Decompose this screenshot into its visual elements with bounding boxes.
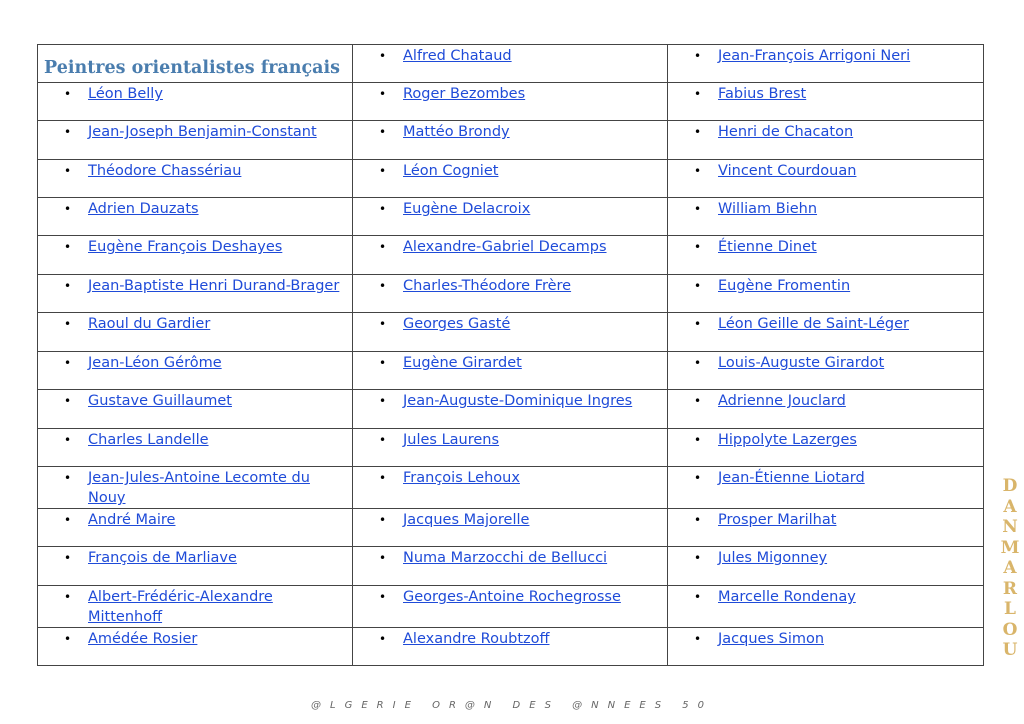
painter-link[interactable]: Numa Marzocchi de Bellucci	[403, 550, 608, 566]
table-cell	[353, 547, 668, 586]
bullet-icon: •	[64, 240, 72, 254]
table-cell	[38, 198, 353, 236]
bullet-icon: •	[379, 433, 387, 447]
painter-link[interactable]: Adrien Dauzats	[88, 201, 199, 217]
bullet-icon: •	[694, 87, 702, 101]
bullet-icon: •	[694, 240, 702, 254]
list-item	[668, 547, 983, 568]
list-item	[38, 275, 352, 296]
list-item	[38, 198, 352, 219]
list-item	[353, 121, 667, 142]
bullet-icon: •	[379, 394, 387, 408]
table-cell	[353, 45, 668, 83]
table-cell	[668, 586, 984, 628]
table-cell	[38, 509, 353, 547]
bullet-icon: •	[379, 240, 387, 254]
painter-link[interactable]: Jacques Majorelle	[403, 512, 530, 528]
painter-link[interactable]: Jules Migonney	[718, 550, 828, 566]
list-item	[668, 83, 983, 104]
table-cell	[38, 121, 353, 160]
painter-link[interactable]: André Maire	[88, 512, 176, 528]
bullet-icon: •	[64, 87, 72, 101]
bullet-icon: •	[694, 551, 702, 565]
table-cell	[38, 547, 353, 586]
painter-link[interactable]: François Lehoux	[403, 470, 520, 486]
bullet-icon: •	[64, 125, 72, 139]
painter-link[interactable]: Raoul du Gardier	[88, 316, 211, 332]
painter-link[interactable]: Louis-Auguste Girardot	[718, 355, 885, 371]
list-item	[668, 275, 983, 296]
table-cell	[668, 275, 984, 313]
list-item	[668, 509, 983, 530]
vertical-signature	[1000, 476, 1020, 661]
bullet-icon: •	[379, 513, 387, 527]
bullet-icon: •	[379, 49, 387, 63]
list-item	[668, 45, 983, 66]
list-item	[668, 429, 983, 450]
table-cell	[353, 352, 668, 390]
bullet-icon: •	[379, 87, 387, 101]
painter-link[interactable]: Hippolyte Lazerges	[718, 432, 857, 448]
table-cell	[38, 429, 353, 467]
table-cell	[668, 83, 984, 121]
table-row	[38, 586, 984, 628]
painter-link[interactable]: Adrienne Jouclard	[718, 393, 846, 409]
table-cell	[353, 509, 668, 547]
painter-link[interactable]: Albert-Frédéric-Alexandre Mittenhoff	[88, 589, 273, 625]
list-item	[38, 236, 352, 257]
bullet-icon: •	[64, 590, 72, 604]
table-row	[38, 198, 984, 236]
painter-link[interactable]: Jean-Étienne Liotard	[718, 470, 865, 486]
table-cell	[668, 390, 984, 429]
table-row	[38, 429, 984, 467]
table-row	[38, 236, 984, 275]
painter-link[interactable]: Léon Cogniet	[403, 163, 499, 179]
painter-link[interactable]: Gustave Guillaumet	[88, 393, 232, 409]
painter-link[interactable]: Mattéo Brondy	[403, 124, 510, 140]
painter-link[interactable]: Fabius Brest	[718, 86, 807, 102]
list-item	[353, 313, 667, 334]
list-item	[38, 313, 352, 334]
table-cell	[668, 628, 984, 666]
list-item	[38, 467, 352, 508]
list-item	[353, 160, 667, 181]
list-item	[353, 390, 667, 411]
table-cell	[38, 390, 353, 429]
painter-link[interactable]: Alexandre-Gabriel Decamps	[403, 239, 607, 255]
table-row	[38, 83, 984, 121]
table-cell	[38, 83, 353, 121]
bullet-icon: •	[64, 356, 72, 370]
table-row	[38, 275, 984, 313]
bullet-icon: •	[379, 317, 387, 331]
bullet-icon: •	[64, 394, 72, 408]
table-row	[38, 390, 984, 429]
painter-link[interactable]: Charles Landelle	[88, 432, 209, 448]
bullet-icon: •	[379, 202, 387, 216]
painter-link[interactable]: Jules Laurens	[403, 432, 500, 448]
table-cell	[668, 313, 984, 352]
list-item	[668, 467, 983, 488]
list-item	[668, 313, 983, 334]
painter-link[interactable]: Eugène Fromentin	[718, 278, 851, 294]
table-cell	[353, 121, 668, 160]
bullet-icon: •	[694, 317, 702, 331]
bullet-icon: •	[694, 590, 702, 604]
list-item	[668, 236, 983, 257]
painter-link[interactable]: Léon Belly	[88, 86, 163, 102]
table-cell	[353, 429, 668, 467]
bullet-icon: •	[694, 356, 702, 370]
table-cell	[668, 509, 984, 547]
bullet-icon: •	[64, 551, 72, 565]
bullet-icon: •	[379, 590, 387, 604]
table-cell	[353, 275, 668, 313]
table-cell	[668, 467, 984, 509]
table-cell	[353, 467, 668, 509]
table-cell	[38, 467, 353, 509]
list-item	[668, 586, 983, 607]
painter-link[interactable]: Jean-Baptiste Henri Durand-Brager	[88, 278, 340, 294]
table-row	[38, 547, 984, 586]
painter-link[interactable]: Jean-Auguste-Dominique Ingres	[403, 393, 633, 409]
painter-link[interactable]: Jean-François Arrigoni Neri	[718, 48, 911, 64]
bullet-icon: •	[694, 394, 702, 408]
painter-link[interactable]: Georges Gasté	[403, 316, 511, 332]
bullet-icon: •	[64, 279, 72, 293]
list-item	[38, 352, 352, 373]
bullet-icon: •	[694, 433, 702, 447]
table-cell	[38, 586, 353, 628]
bullet-icon: •	[694, 125, 702, 139]
table-cell	[668, 160, 984, 198]
list-item	[353, 275, 667, 296]
list-item	[353, 198, 667, 219]
table-cell	[668, 429, 984, 467]
painter-link[interactable]: Marcelle Rondenay	[718, 589, 856, 605]
painter-link[interactable]: Alexandre Roubtzoff	[403, 631, 550, 647]
table-cell	[38, 45, 353, 83]
painter-link[interactable]: Jean-Joseph Benjamin-Constant	[88, 124, 317, 140]
list-item	[38, 121, 352, 142]
list-item	[38, 390, 352, 411]
list-item	[668, 352, 983, 373]
bullet-icon: •	[379, 356, 387, 370]
bullet-icon: •	[694, 279, 702, 293]
painters-table-body	[38, 45, 984, 666]
bullet-icon: •	[694, 471, 702, 485]
table-row	[38, 45, 984, 83]
list-item	[38, 83, 352, 104]
list-item	[668, 198, 983, 219]
table-row	[38, 160, 984, 198]
table-cell	[353, 198, 668, 236]
list-item	[353, 586, 667, 607]
list-item	[353, 429, 667, 450]
bullet-icon: •	[64, 513, 72, 527]
table-row	[38, 352, 984, 390]
painter-link[interactable]: Théodore Chassériau	[88, 163, 242, 179]
bullet-icon: •	[64, 632, 72, 646]
bullet-icon: •	[694, 632, 702, 646]
list-item	[668, 121, 983, 142]
list-item	[353, 547, 667, 568]
list-item	[353, 467, 667, 488]
bullet-icon: •	[379, 279, 387, 293]
painter-link[interactable]: Eugène Delacroix	[403, 201, 531, 217]
table-cell	[668, 121, 984, 160]
table-cell	[353, 160, 668, 198]
table-cell	[38, 628, 353, 666]
list-item	[668, 628, 983, 649]
bullet-icon: •	[694, 202, 702, 216]
list-item	[38, 628, 352, 649]
table-row	[38, 628, 984, 666]
table-cell	[353, 586, 668, 628]
bullet-icon: •	[64, 164, 72, 178]
list-item	[353, 509, 667, 530]
list-item	[38, 160, 352, 181]
list-item	[38, 586, 352, 627]
bullet-icon: •	[694, 49, 702, 63]
painter-link[interactable]: Prosper Marilhat	[718, 512, 837, 528]
footer-caption: @LGERIE OR@N DES @NNEES 50	[311, 700, 713, 711]
painter-link[interactable]: Étienne Dinet	[718, 239, 817, 255]
signature-text: D A N M A R L O U	[1000, 476, 1020, 660]
table-heading: Peintres orientalistes français	[44, 58, 341, 78]
bullet-icon: •	[694, 513, 702, 527]
painter-link[interactable]: Alfred Chataud	[403, 48, 512, 64]
painter-link[interactable]: Eugène Girardet	[403, 355, 522, 371]
bullet-icon: •	[694, 164, 702, 178]
painter-link[interactable]: Roger Bezombes	[403, 86, 526, 102]
table-cell	[38, 275, 353, 313]
list-item	[38, 429, 352, 450]
table-row	[38, 467, 984, 509]
table-cell	[353, 83, 668, 121]
bullet-icon: •	[379, 632, 387, 646]
list-item	[668, 160, 983, 181]
painter-link[interactable]: François de Marliave	[88, 550, 237, 566]
bullet-icon: •	[379, 471, 387, 485]
bullet-icon: •	[64, 433, 72, 447]
table-cell	[668, 45, 984, 83]
bullet-icon: •	[64, 202, 72, 216]
list-item	[668, 390, 983, 411]
painter-link[interactable]: Jean-Jules-Antoine Lecomte du Nouy	[88, 470, 310, 506]
table-cell	[38, 236, 353, 275]
bullet-icon: •	[379, 551, 387, 565]
table-cell	[668, 547, 984, 586]
table-cell	[668, 352, 984, 390]
table-cell	[38, 160, 353, 198]
table-cell	[38, 313, 353, 352]
painter-link[interactable]: Léon Geille de Saint-Léger	[718, 316, 909, 332]
table-cell	[668, 198, 984, 236]
table-cell	[38, 352, 353, 390]
list-item	[38, 547, 352, 568]
list-item	[353, 83, 667, 104]
table-cell	[353, 236, 668, 275]
table-row	[38, 509, 984, 547]
painter-link[interactable]: Henri de Chacaton	[718, 124, 854, 140]
list-item	[353, 236, 667, 257]
table-row	[38, 121, 984, 160]
table-row	[38, 313, 984, 352]
bullet-icon: •	[379, 164, 387, 178]
bullet-icon: •	[64, 471, 72, 485]
painter-link[interactable]: Georges-Antoine Rochegrosse	[403, 589, 621, 605]
list-item	[38, 509, 352, 530]
painter-link[interactable]: Charles-Théodore Frère	[403, 278, 572, 294]
painter-link[interactable]: Jean-Léon Gérôme	[88, 355, 222, 371]
bullet-icon: •	[379, 125, 387, 139]
list-item	[353, 45, 667, 66]
painter-link[interactable]: Jacques Simon	[718, 631, 825, 647]
list-item	[353, 628, 667, 649]
painter-link[interactable]: Amédée Rosier	[88, 631, 198, 647]
table-cell	[668, 236, 984, 275]
painter-link[interactable]: William Biehn	[718, 201, 818, 217]
bullet-icon: •	[64, 317, 72, 331]
list-item	[353, 352, 667, 373]
table-cell	[353, 628, 668, 666]
painter-link[interactable]: Eugène François Deshayes	[88, 239, 283, 255]
table-cell	[353, 390, 668, 429]
painters-table	[37, 44, 984, 666]
table-cell	[353, 313, 668, 352]
painter-link[interactable]: Vincent Courdouan	[718, 163, 857, 179]
